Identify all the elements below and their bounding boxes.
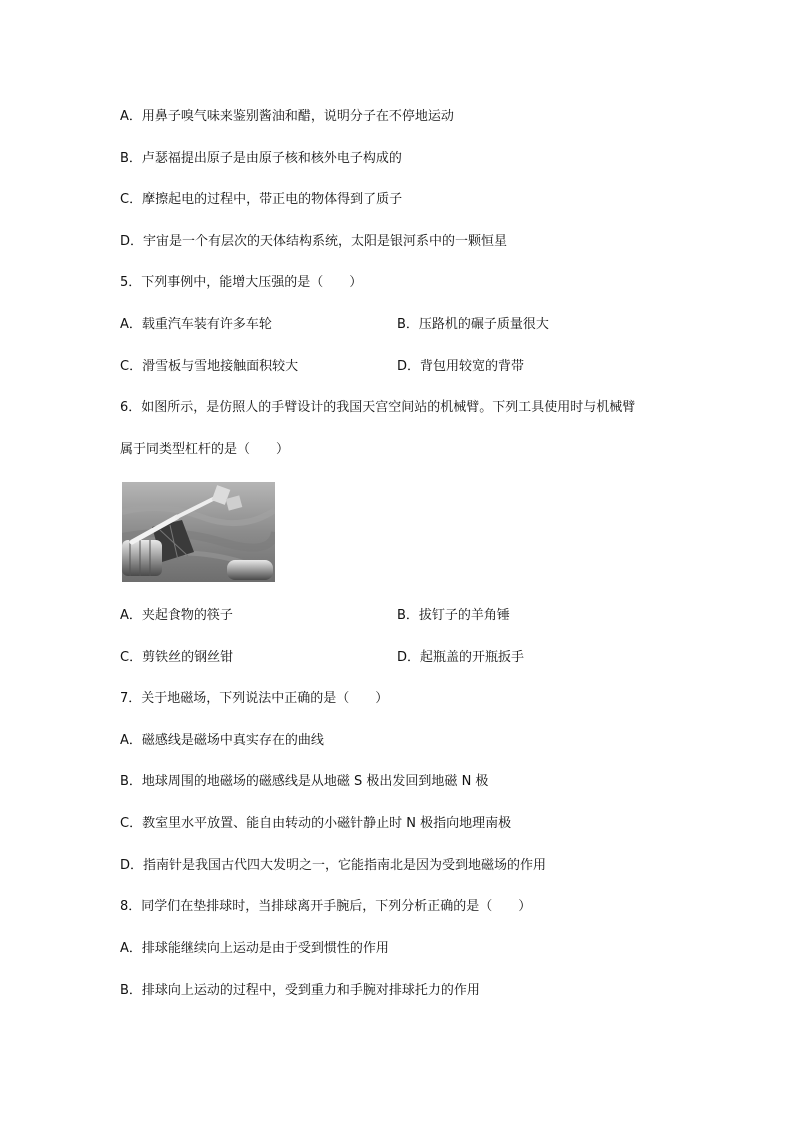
q4-option-a: A．用鼻子嗅气味来鉴别酱油和醋，说明分子在不停地运动: [120, 109, 454, 124]
q5-stem: 5．下列事例中，能增大压强的是（ ）: [120, 275, 363, 290]
q8-option-a: A．排球能继续向上运动是由于受到惯性的作用: [120, 941, 389, 956]
q7-option-c: C．教室里水平放置、能自由转动的小磁针静止时 N 极指向地理南极: [120, 816, 512, 831]
q6-option-d: D．起瓶盖的开瓶扳手: [397, 650, 525, 665]
q6-stem-line1: 6．如图所示，是仿照人的手臂设计的我国天宫空间站的机械臂。下列工具使用时与机械臂: [120, 400, 636, 415]
q8-option-b: B．排球向上运动的过程中，受到重力和手腕对排球托力的作用: [120, 983, 480, 998]
q5-options-row1: [120, 316, 549, 334]
q7-option-d: D．指南针是我国古代四大发明之一，它能指南北是因为受到地磁场的作用: [120, 858, 547, 873]
q6-options-row1: [120, 607, 510, 625]
q5-option-c: C．滑雪板与雪地接触面积较大: [120, 359, 299, 374]
q6-options-row2: [120, 649, 525, 667]
q7-option-b: B．地球周围的地磁场的磁感线是从地磁 S 极出发回到地磁 N 极: [120, 774, 489, 789]
q6-stem-line2: 属于同类型杠杆的是（ ）: [120, 442, 290, 457]
q5-option-a: A．载重汽车装有许多车轮: [120, 317, 272, 332]
q5-option-b: B．压路机的碾子质量很大: [397, 317, 549, 332]
space-station-robotic-arm-image: [122, 482, 275, 582]
q6-option-c: C．剪铁丝的钢丝钳: [120, 650, 234, 665]
q8-stem: 8．同学们在垫排球时，当排球离开手腕后，下列分析正确的是（ ）: [120, 899, 532, 914]
q7-option-a: A．磁感线是磁场中真实存在的曲线: [120, 733, 324, 748]
q6-option-b: B．拔钉子的羊角锤: [397, 608, 510, 623]
q7-stem: 7．关于地磁场，下列说法中正确的是（ ）: [120, 691, 389, 706]
q5-option-d: D．背包用较宽的背带: [397, 359, 525, 374]
q5-options-row2: [120, 358, 525, 376]
q6-option-a: A．夹起食物的筷子: [120, 608, 233, 623]
q4-option-d: D．宇宙是一个有层次的天体结构系统，太阳是银河系中的一颗恒星: [120, 234, 508, 249]
q4-option-c: C．摩擦起电的过程中，带正电的物体得到了质子: [120, 192, 403, 207]
q4-option-b: B．卢瑟福提出原子是由原子核和核外电子构成的: [120, 151, 402, 166]
